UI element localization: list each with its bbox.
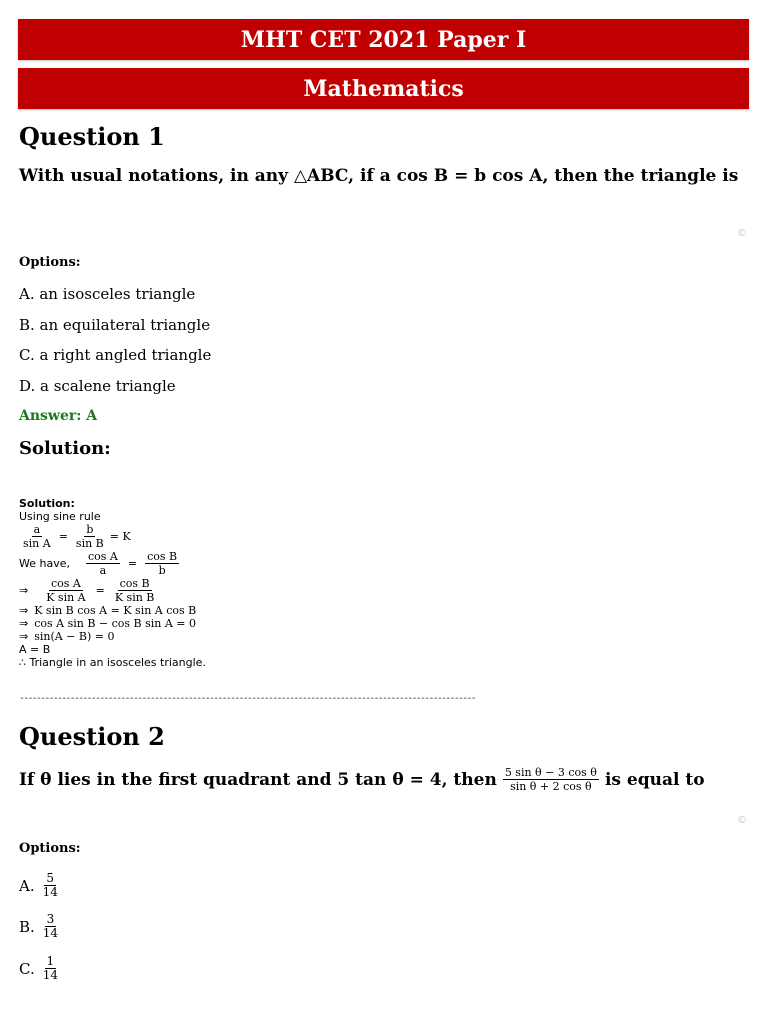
question-1-option-a: A. an isosceles triangle bbox=[19, 285, 196, 303]
question-1-option-d: D. a scalene triangle bbox=[19, 377, 176, 395]
question-1-option-b: B. an equilateral triangle bbox=[19, 316, 211, 334]
fraction: $\frac{\text{cos A}}{a}$ bbox=[87, 550, 118, 577]
exam-title: MHT CET 2021 Paper I bbox=[240, 26, 527, 53]
question-2-option-c: C. $\frac{1}{14}$ bbox=[19, 954, 58, 982]
solution-step-3: ⇒ $\frac{\text{cos A}}{\text{K sin A}}$ = $\frac{\text{cos B}}{\text{K sin B}}$ bbox=[19, 577, 155, 604]
fraction: $\frac{a}{\text{sin A}}$ bbox=[23, 523, 51, 550]
fraction: $\frac{1}{14}$ bbox=[42, 954, 58, 982]
question-1-solution-heading: Solution: bbox=[19, 438, 111, 459]
solution-step-5: ⇒ cos A sin B − cos B sin A = 0 bbox=[19, 617, 197, 630]
question-2-options-label: Options: bbox=[19, 841, 81, 856]
solution-step-4: ⇒ K sin B cos A = K sin A cos B bbox=[19, 604, 197, 617]
triangle-symbol: △ bbox=[293, 166, 308, 186]
question-2-option-b: B. $\frac{3}{14}$ bbox=[19, 912, 59, 940]
copyright-icon: © bbox=[737, 228, 747, 239]
fraction: $\frac{\text{cos B}}{b}$ bbox=[147, 550, 178, 577]
solution-line-sine-rule: Using sine rule bbox=[19, 510, 101, 523]
question-1-options-label: Options: bbox=[19, 255, 81, 270]
fraction: $\frac{5}{14}$ bbox=[42, 871, 58, 899]
solution-step-6: ⇒ sin(A − B) = 0 bbox=[19, 630, 115, 643]
fraction: $\frac{\text{cos B}}{\text{K sin B}}$ bbox=[114, 577, 155, 604]
question-separator: ------------------------------------------------------------------------------------------------------------ bbox=[19, 693, 475, 704]
exam-title-banner bbox=[18, 19, 749, 60]
question-2-title: Question 2 bbox=[19, 722, 165, 751]
question-1-option-c: C. a right angled triangle bbox=[19, 346, 212, 364]
fraction: $\frac{\text{5 sin θ − 3 cos θ}}{\text{sin θ + 2 cos θ}}$ bbox=[504, 766, 597, 793]
solution-step-we-have: We have, $\frac{\text{cos A}}{a}$ = $\frac{\text{cos B}}{b}$ bbox=[19, 550, 178, 577]
subject-banner bbox=[18, 68, 749, 109]
question-1-answer: Answer: A bbox=[19, 408, 98, 424]
question-2-option-a: A. $\frac{5}{14}$ bbox=[19, 871, 58, 899]
fraction: $\frac{\text{cos A}}{\text{K sin A}}$ bbox=[46, 577, 86, 604]
question-1-text: With usual notations, in any △ABC, if a cos B = b cos A, then the triangle is bbox=[19, 166, 739, 186]
solution-label: Solution: bbox=[19, 497, 75, 510]
solution-conclusion: ∴ Triangle in an isosceles triangle. bbox=[19, 656, 206, 669]
question-1-title: Question 1 bbox=[19, 122, 165, 151]
solution-sine-rule-equation: $\frac{a}{\text{sin A}}$ = $\frac{b}{\text{sin B}}$ = K bbox=[23, 523, 131, 550]
fraction: $\frac{3}{14}$ bbox=[42, 912, 59, 940]
fraction: $\frac{b}{\text{sin B}}$ bbox=[75, 523, 104, 550]
copyright-icon: © bbox=[737, 815, 747, 826]
subject-title: Mathematics bbox=[303, 75, 464, 102]
solution-step-7: A = B bbox=[19, 643, 51, 656]
question-1-solution bbox=[19, 497, 419, 669]
question-2-text: If θ lies in the first quadrant and 5 tan θ = 4, then $\frac{\text{5 sin θ − 3 cos θ}}{\text{sin θ + 2 cos θ}}$ is equal to bbox=[19, 766, 705, 793]
